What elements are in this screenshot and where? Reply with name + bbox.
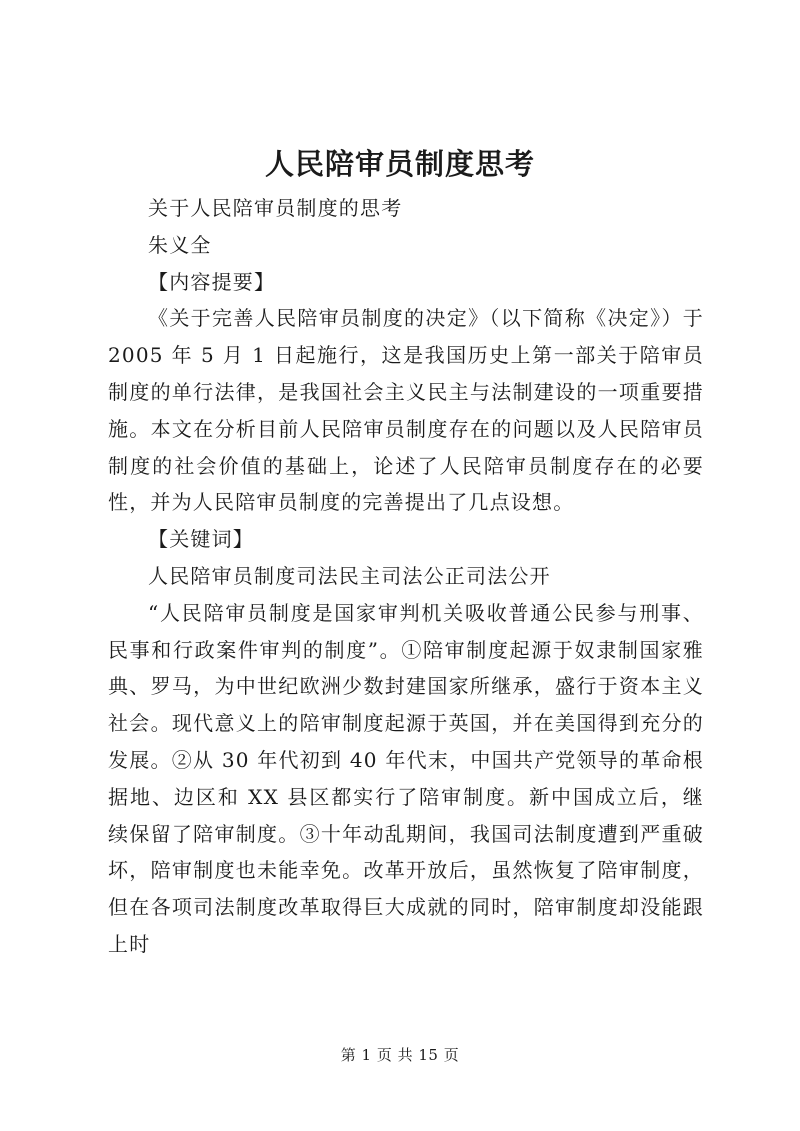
keywords-text: 人民陪审员制度司法民主司法公正司法公开	[148, 563, 551, 588]
abstract-paragraph: 《关于完善人民陪审员制度的决定》（以下简称《决定》）于 2005 年 5 月 1 日起施行，这是我国历史上第一部关于陪审员制度的单行法律，是我国社会主义民主与法制建设的一项重要措施。本文在分析目前人民陪审员制度存在的问题以及人民陪审员制度的社会价值的基础上，论述了人民陪审员制度存在的必要性，并为人民陪审员制度的完善提出了几点设想。	[108, 306, 704, 515]
document-body	[108, 190, 704, 963]
document-title: 人民陪审员制度思考	[264, 147, 535, 181]
author-name: 朱义全	[148, 232, 212, 257]
page-footer: 第 1 页 共 15 页	[340, 1046, 460, 1064]
abstract-heading: 【内容提要】	[148, 269, 276, 294]
keywords-heading: 【关键词】	[148, 527, 254, 552]
body-paragraph: “人民陪审员制度是国家审判机关吸收普通公民参与刑事、民事和行政案件审判的制度”。①陪审制度起源于奴隶制国家雅典、罗马，为中世纪欧洲少数封建国家所继承，盛行于资本主义社会。现代意义上的陪审制度起源于英国，并在美国得到充分的发展。②从 30 年代初到 40 年代末，中国共产党领导的革命根据地、边区和 XX 县区都实行了陪审制度。新中国成立后，继续保留了陪审制度。③十年动乱期间，我国司法制度遭到严重破坏，陪审制度也未能幸免。改革开放后，虽然恢复了陪审制度，但在各项司法制度改革取得巨大成就的同时，陪审制度却没能跟上时	[108, 600, 704, 956]
subtitle: 关于人民陪审员制度的思考	[148, 196, 403, 220]
